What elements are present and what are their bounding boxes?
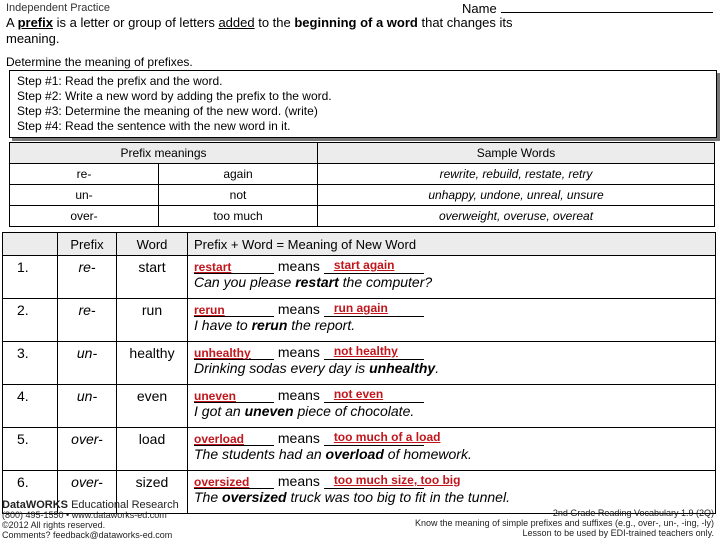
name-field[interactable]	[462, 1, 713, 16]
footer-publisher	[2, 500, 179, 540]
row-number: 5.	[3, 428, 58, 471]
practice-table	[2, 232, 716, 514]
meaning-answer: start again	[333, 258, 395, 272]
row-prefix: un-	[58, 385, 117, 428]
intro-text: that changes its meaning.	[6, 15, 513, 46]
sample-words: unhappy, undone, unreal, unsure	[318, 185, 715, 206]
row-word: start	[117, 256, 188, 299]
footer-course-info	[415, 508, 714, 538]
row-number: 6.	[3, 471, 58, 514]
row-number: 4.	[3, 385, 58, 428]
meaning-answer: too much of a load	[333, 430, 441, 444]
means-label: means	[274, 387, 324, 403]
intro-text: to the	[254, 15, 295, 30]
sentence-text: the computer?	[338, 274, 433, 290]
table-row	[10, 185, 715, 206]
table-row	[10, 206, 715, 227]
intro-text: is a letter or group of letters	[52, 15, 219, 30]
answer-cell	[188, 428, 716, 471]
table-row	[3, 256, 716, 299]
new-word-blank[interactable]	[194, 474, 274, 489]
header-number	[3, 233, 58, 256]
sentence-new-word: uneven	[244, 403, 294, 419]
sentence-text: of homework.	[383, 446, 472, 462]
sentence-text: the report.	[287, 317, 356, 333]
sentence-new-word: overload	[325, 446, 384, 462]
means-label: means	[274, 258, 324, 274]
meaning-answer: not healthy	[333, 344, 398, 358]
new-word-blank[interactable]	[194, 388, 274, 403]
publisher-contact: (800) 495-1550 • www.dataworks-ed.com	[2, 510, 167, 520]
sentence-text: piece of chocolate.	[293, 403, 415, 419]
sentence-new-word: oversized	[222, 489, 287, 505]
table-row	[3, 428, 716, 471]
example-sentence	[194, 489, 715, 505]
row-number: 1.	[3, 256, 58, 299]
row-prefix: un-	[58, 342, 117, 385]
meaning-answer: too much size, too big	[333, 473, 461, 487]
header-new-word-meaning: Prefix + Word = Meaning of New Word	[188, 233, 716, 256]
new-word-answer: oversized	[194, 475, 250, 489]
example-sentence	[194, 403, 715, 419]
row-prefix: re-	[58, 256, 117, 299]
meaning-blank[interactable]	[324, 388, 424, 403]
publisher-logo	[2, 500, 179, 510]
meaning-blank[interactable]	[324, 345, 424, 360]
step-2: Step #2: Write a new word by adding the prefix to the word.	[17, 89, 332, 103]
sentence-text: I got an	[194, 403, 245, 419]
meaning-value: not	[159, 185, 318, 206]
new-word-blank[interactable]	[194, 302, 274, 317]
step-1: Step #1: Read the prefix and the word.	[17, 74, 223, 88]
new-word-answer: overload	[194, 432, 245, 446]
license-text: Lesson to be used by EDI-trained teachers only.	[522, 528, 714, 538]
example-sentence	[194, 360, 715, 376]
new-word-blank[interactable]	[194, 345, 274, 360]
meaning-answer: not even	[333, 387, 384, 401]
name-line[interactable]	[501, 1, 713, 13]
steps-box	[9, 70, 717, 138]
sentence-text: I have to	[194, 317, 252, 333]
sentence-text: truck was too big to fit in the tunnel.	[286, 489, 510, 505]
row-prefix: re-	[58, 299, 117, 342]
sample-words: overweight, overuse, overeat	[318, 206, 715, 227]
course-label: 2nd Grade Reading Vocabulary 1.9 (2Q)	[552, 508, 714, 518]
answer-cell	[188, 385, 716, 428]
term-beginning: beginning of a word	[294, 15, 418, 30]
row-word: healthy	[117, 342, 188, 385]
sample-words: rewrite, rebuild, restate, retry	[318, 164, 715, 185]
row-word: load	[117, 428, 188, 471]
sentence-text: Drinking sodas every day is	[194, 360, 370, 376]
new-word-answer: restart	[194, 260, 232, 274]
intro-text: A	[6, 15, 18, 30]
sentence-new-word: unhealthy	[369, 360, 436, 376]
means-label: means	[274, 473, 324, 489]
sentence-new-word: rerun	[251, 317, 288, 333]
answer-cell	[188, 299, 716, 342]
sentence-text: The	[194, 489, 223, 505]
new-word-answer: unhealthy	[194, 346, 251, 360]
table-row	[10, 164, 715, 185]
header-prefix-meanings: Prefix meanings	[10, 143, 318, 164]
brand-name: DataWORKS	[2, 499, 69, 511]
new-word-blank[interactable]	[194, 431, 274, 446]
meaning-prefix: over-	[10, 206, 159, 227]
row-number: 2.	[3, 299, 58, 342]
term-prefix: prefix	[17, 15, 53, 30]
prefix-meanings-table	[9, 142, 715, 227]
new-word-answer: rerun	[194, 303, 225, 317]
header-word: Word	[117, 233, 188, 256]
meaning-value: again	[159, 164, 318, 185]
task-instruction: Determine the meaning of prefixes.	[6, 55, 193, 69]
term-added: added	[218, 15, 255, 30]
sentence-text: .	[435, 360, 440, 376]
answer-cell	[188, 256, 716, 299]
table-header-row	[3, 233, 716, 256]
row-word: even	[117, 385, 188, 428]
brand-subtitle: Educational Research	[68, 499, 179, 511]
example-sentence	[194, 317, 715, 333]
means-label: means	[274, 344, 324, 360]
copyright-text: ©2012 All rights reserved.	[2, 520, 106, 530]
header-prefix: Prefix	[58, 233, 117, 256]
row-prefix: over-	[58, 428, 117, 471]
meaning-blank[interactable]	[324, 302, 424, 317]
means-label: means	[274, 430, 324, 446]
meaning-blank[interactable]	[324, 430, 441, 446]
means-label: means	[274, 301, 324, 317]
meaning-prefix: re-	[10, 164, 159, 185]
row-number: 3.	[3, 342, 58, 385]
prefix-definition	[6, 15, 566, 47]
feedback-text: Comments? feedback@dataworks-ed.com	[2, 530, 173, 540]
sentence-text: The students had an	[194, 446, 326, 462]
example-sentence	[194, 446, 715, 462]
row-prefix: over-	[58, 471, 117, 514]
name-label: Name	[462, 1, 497, 16]
sentence-text: Can you please	[194, 274, 296, 290]
table-row	[3, 299, 716, 342]
table-row	[3, 385, 716, 428]
new-word-answer: uneven	[194, 389, 237, 403]
meaning-prefix: un-	[10, 185, 159, 206]
step-4: Step #4: Read the sentence with the new word in it.	[17, 119, 291, 133]
header-sample-words: Sample Words	[318, 143, 715, 164]
step-3: Step #3: Determine the meaning of the new word. (write)	[17, 104, 318, 118]
meaning-blank[interactable]	[324, 259, 424, 274]
meaning-answer: run again	[333, 301, 388, 315]
answer-cell	[188, 342, 716, 385]
row-word: run	[117, 299, 188, 342]
table-row	[3, 342, 716, 385]
new-word-blank[interactable]	[194, 259, 274, 274]
worksheet-type-label: Independent Practice	[6, 2, 110, 14]
objective-text: Know the meaning of simple prefixes and suffixes (e.g., over-, un-, -ing, -ly)	[415, 518, 714, 528]
table-header-row	[10, 143, 715, 164]
meaning-value: too much	[159, 206, 318, 227]
example-sentence	[194, 274, 715, 290]
meaning-blank[interactable]	[324, 473, 461, 489]
row-word: sized	[117, 471, 188, 514]
sentence-new-word: restart	[295, 274, 339, 290]
